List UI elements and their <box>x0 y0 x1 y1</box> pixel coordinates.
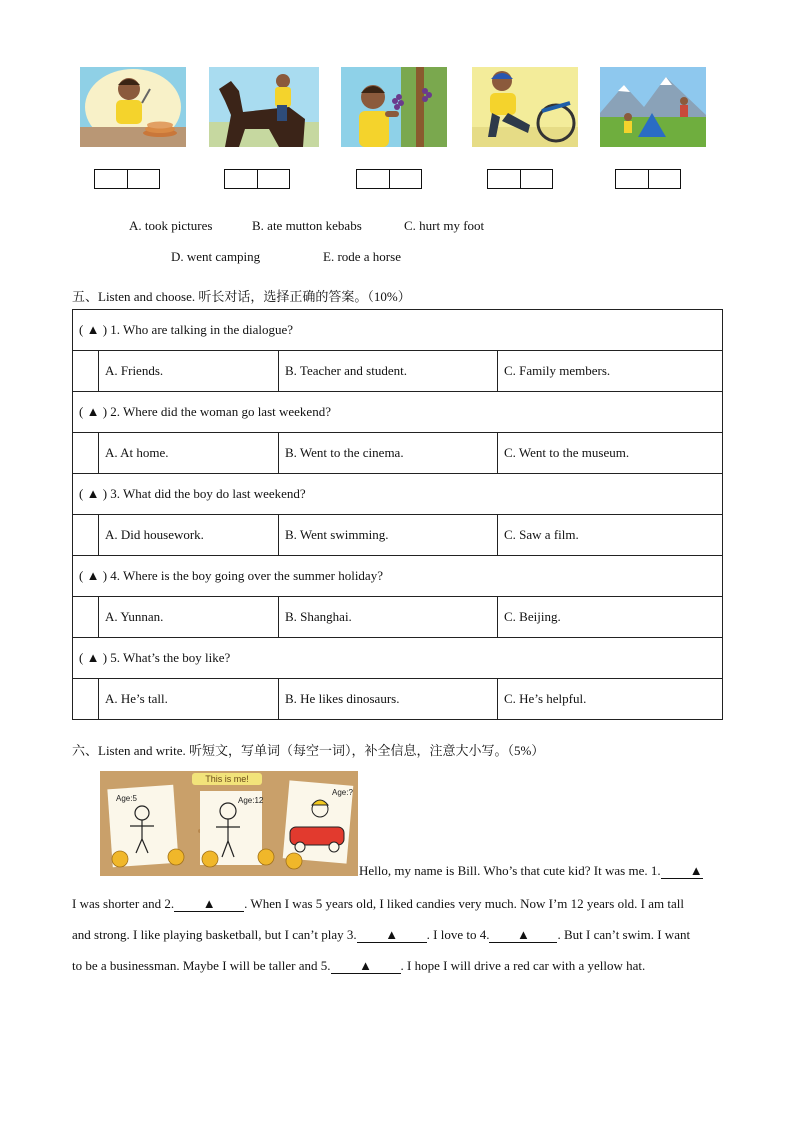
section6-heading: 六、Listen and write. 听短文，写单词（每空一词），补全信息，注意大小写。（5%） <box>72 743 545 758</box>
option-c: C. hurt my foot <box>404 218 485 233</box>
passage-line-2: I was shorter and 2. ▲ . When I was 5 years old, I liked candies very much. Now I’m 12 years old. I am tall <box>72 896 685 911</box>
question-stem: ( ▲ ) 3. What did the boy do last weekend? <box>73 474 723 515</box>
choice-row <box>73 433 723 474</box>
choice-row <box>73 351 723 392</box>
blank-3[interactable]: ▲ <box>357 928 427 943</box>
choice-a[interactable]: A. At home. <box>99 433 279 474</box>
boy-picking-grapes-picture <box>341 67 447 147</box>
choice-row <box>73 679 723 720</box>
option-b: B. ate mutton kebabs <box>252 218 362 233</box>
passage-line-3: and strong. I like playing basketball, but I can’t play 3. ▲ . I love to 4. ▲ . But I can’t swim. I want <box>72 927 691 942</box>
question-row <box>73 310 723 351</box>
choice-row <box>73 515 723 556</box>
blank-2[interactable]: ▲ <box>174 897 244 912</box>
svg-text:Age:12: Age:12 <box>238 796 264 805</box>
question-stem: ( ▲ ) 4. Where is the boy going over the summer holiday? <box>73 556 723 597</box>
question-stem: ( ▲ ) 5. What’s the boy like? <box>73 638 723 679</box>
choice-b[interactable]: B. Went swimming. <box>279 515 498 556</box>
choice-row <box>73 597 723 638</box>
choice-c[interactable]: C. Beijing. <box>498 597 723 638</box>
choice-c[interactable]: C. Saw a film. <box>498 515 723 556</box>
svg-text:Age:5: Age:5 <box>116 794 137 803</box>
choice-a[interactable]: A. Did housework. <box>99 515 279 556</box>
svg-text:This is me!: This is me! <box>205 774 249 784</box>
choice-a[interactable]: A. Friends. <box>99 351 279 392</box>
camping-tent-picture <box>600 67 706 147</box>
question-stem: ( ▲ ) 1. Who are talking in the dialogue? <box>73 310 723 351</box>
answer-box[interactable] <box>615 169 681 189</box>
option-a: A. took pictures <box>129 218 213 233</box>
question-stem: ( ▲ ) 2. Where did the woman go last weekend? <box>73 392 723 433</box>
blank-4[interactable]: ▲ <box>489 928 557 943</box>
choice-c[interactable]: C. Family members. <box>498 351 723 392</box>
bill-corkboard-picture <box>100 771 358 876</box>
passage-line-4: to be a businessman. Maybe I will be taller and 5. ▲ . I hope I will drive a red car with a yellow hat. <box>72 958 646 973</box>
answer-box[interactable] <box>487 169 553 189</box>
answer-box[interactable] <box>356 169 422 189</box>
choice-b[interactable]: B. Teacher and student. <box>279 351 498 392</box>
answer-box[interactable] <box>94 169 160 189</box>
svg-text:Age:?: Age:? <box>332 788 353 797</box>
choice-b[interactable]: B. Went to the cinema. <box>279 433 498 474</box>
choice-b[interactable]: B. He likes dinosaurs. <box>279 679 498 720</box>
section5-heading: 五、Listen and choose. 听长对话，选择正确的答案。（10%） <box>72 289 411 304</box>
option-e: E. rode a horse <box>323 249 401 264</box>
question-row <box>73 556 723 597</box>
boy-eating-kebab-picture <box>80 67 186 147</box>
boy-riding-horse-picture <box>209 67 319 147</box>
boy-fallen-off-bike-picture <box>472 67 578 147</box>
question-row <box>73 392 723 433</box>
passage-line-1: Hello, my name is Bill. Who’s that cute kid? It was me. 1. ▲ <box>359 863 703 878</box>
choice-b[interactable]: B. Shanghai. <box>279 597 498 638</box>
choice-c[interactable]: C. He’s helpful. <box>498 679 723 720</box>
blank-5[interactable]: ▲ <box>331 959 401 974</box>
question-row <box>73 638 723 679</box>
question-row <box>73 474 723 515</box>
choice-a[interactable]: A. Yunnan. <box>99 597 279 638</box>
answer-box[interactable] <box>224 169 290 189</box>
choice-a[interactable]: A. He’s tall. <box>99 679 279 720</box>
question-table <box>72 309 723 720</box>
option-d: D. went camping <box>171 249 261 264</box>
choice-c[interactable]: C. Went to the museum. <box>498 433 723 474</box>
blank-1[interactable]: ▲ <box>661 864 703 879</box>
